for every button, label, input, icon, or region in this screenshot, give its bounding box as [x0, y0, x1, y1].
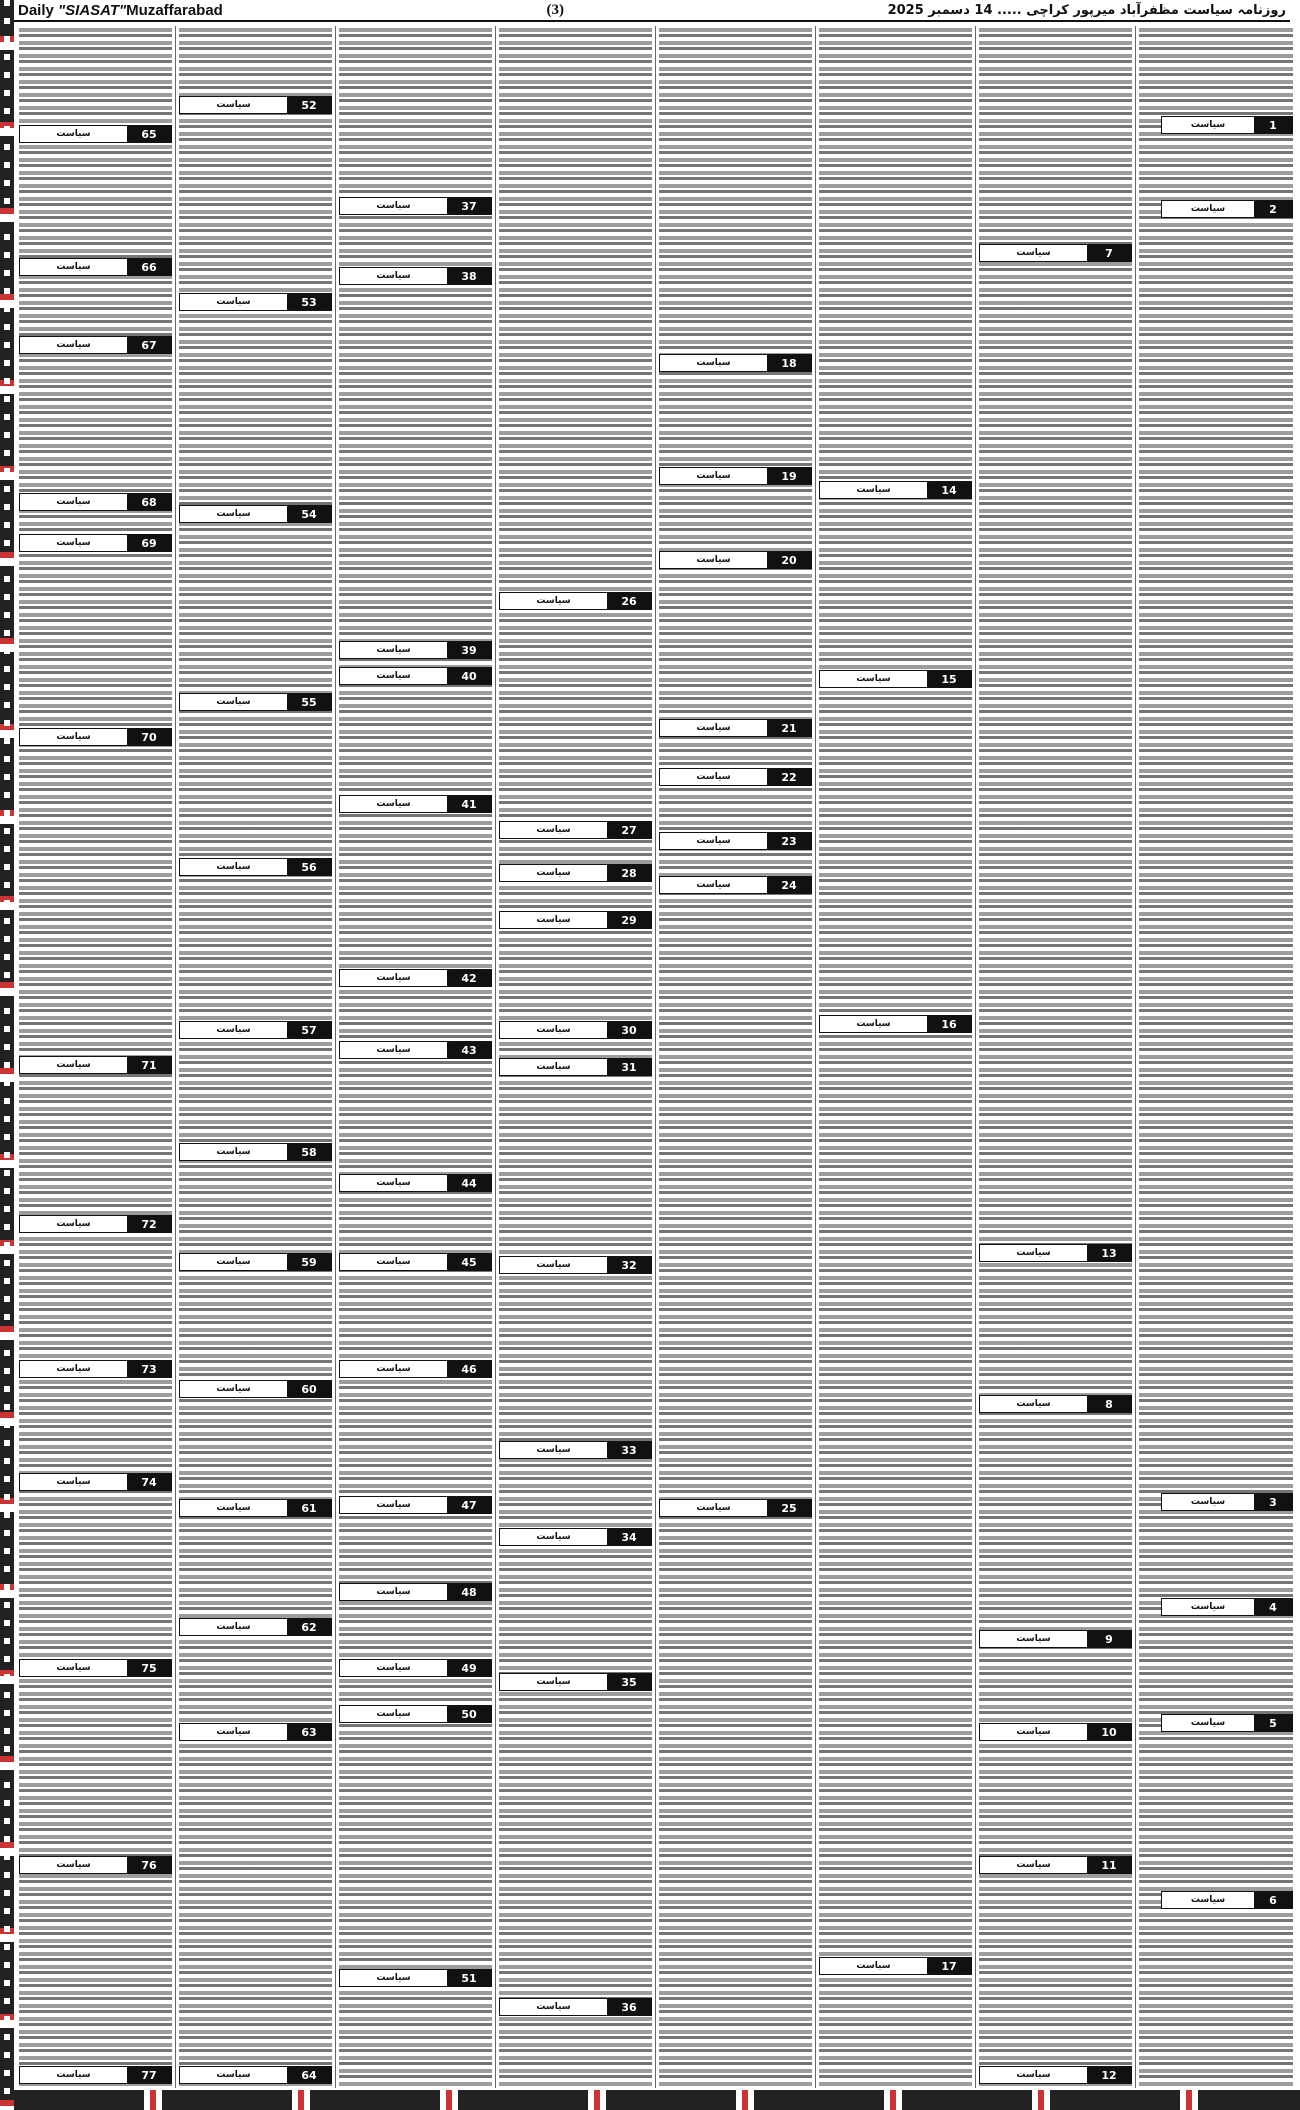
ad-label — [179, 1618, 332, 1636]
ad-label — [339, 1253, 492, 1271]
ad-label — [339, 1174, 492, 1192]
ad-brand-text: سیاست — [1190, 1602, 1226, 1612]
ad-label — [979, 1723, 1132, 1741]
masthead-city: Muzaffarabad — [126, 1, 223, 19]
ad-number: 40 — [447, 668, 491, 684]
column-1 — [16, 26, 176, 2088]
ad-label — [179, 293, 332, 311]
ad-label — [179, 1253, 332, 1271]
ad-brand-text: سیاست — [696, 772, 731, 782]
ad-number: 14 — [927, 482, 971, 498]
ad-number: 68 — [127, 494, 171, 510]
ad-number: 6 — [1254, 1892, 1292, 1908]
column-text — [179, 26, 332, 2088]
ad-number: 25 — [767, 1500, 811, 1516]
ad-brand-text: سیاست — [536, 1677, 571, 1687]
column-6 — [816, 26, 976, 2088]
ad-brand-text: سیاست — [56, 1663, 91, 1673]
ad-number: 38 — [447, 268, 491, 284]
ad-label — [19, 1856, 172, 1874]
ad-brand-text: سیاست — [376, 799, 411, 809]
ad-brand-text: سیاست — [1016, 1248, 1051, 1258]
ad-brand-text: سیاست — [376, 973, 411, 983]
ad-brand-text: سیاست — [1016, 1634, 1051, 1644]
ad-label — [499, 1441, 652, 1459]
ad-brand-text: سیاست — [1190, 120, 1226, 130]
ad-number: 54 — [287, 506, 331, 522]
ad-label — [179, 2066, 332, 2084]
ad-label — [499, 1528, 652, 1546]
ad-brand-text: سیاست — [56, 1477, 91, 1487]
ad-label — [19, 2066, 172, 2084]
ad-brand-text: سیاست — [376, 1364, 411, 1374]
ad-label — [339, 1659, 492, 1677]
ad-number: 31 — [607, 1059, 651, 1075]
ad-label — [499, 1256, 652, 1274]
ad-label — [179, 505, 332, 523]
ad-brand-text: سیاست — [56, 732, 91, 742]
column-text — [979, 26, 1132, 2088]
ad-brand-text: سیاست — [376, 1587, 411, 1597]
ad-brand-text: سیاست — [56, 1364, 91, 1374]
ad-number: 19 — [767, 468, 811, 484]
column-5 — [656, 26, 816, 2088]
column-3 — [336, 26, 496, 2088]
ad-brand-text: سیاست — [856, 1961, 891, 1971]
ad-brand-text: سیاست — [376, 671, 411, 681]
ad-number: 35 — [607, 1674, 651, 1690]
ad-label — [1161, 1493, 1293, 1511]
ad-label — [499, 911, 652, 929]
ad-label — [819, 1957, 972, 1975]
ad-brand-text: سیاست — [56, 262, 91, 272]
masthead-dateline: روزنامہ سیاست مظفرآباد میرپور کراچی ..... 14 دسمبر 2025 — [887, 2, 1286, 18]
ad-number: 62 — [287, 1619, 331, 1635]
ad-brand-text: سیاست — [696, 471, 731, 481]
ad-brand-text: سیاست — [216, 1384, 251, 1394]
ad-brand-text: سیاست — [1016, 1860, 1051, 1870]
ad-brand-text: سیاست — [56, 2070, 91, 2080]
column-8 — [1136, 26, 1296, 2088]
ad-number: 29 — [607, 912, 651, 928]
ad-brand-text: سیاست — [376, 645, 411, 655]
ad-label — [179, 1723, 332, 1741]
ad-label — [179, 693, 332, 711]
ad-number: 7 — [1087, 245, 1131, 261]
ad-label — [339, 641, 492, 659]
ad-brand-text: سیاست — [696, 836, 731, 846]
ad-number: 65 — [127, 126, 171, 142]
ad-number: 64 — [287, 2067, 331, 2083]
ad-label — [1161, 1891, 1293, 1909]
ad-number: 49 — [447, 1660, 491, 1676]
ad-brand-text: سیاست — [1016, 1399, 1051, 1409]
masthead-name: "SIASAT" — [58, 1, 127, 19]
ad-brand-text: سیاست — [56, 497, 91, 507]
ad-brand-text: سیاست — [696, 555, 731, 565]
ad-number: 52 — [287, 97, 331, 113]
left-decorative-border — [0, 0, 14, 2110]
ad-number: 32 — [607, 1257, 651, 1273]
ad-label — [179, 858, 332, 876]
ad-brand-text: سیاست — [56, 340, 91, 350]
ad-number: 36 — [607, 1999, 651, 2015]
ad-brand-text: سیاست — [216, 1147, 251, 1157]
ad-label — [979, 244, 1132, 262]
ad-label — [979, 2066, 1132, 2084]
ad-brand-text: سیاست — [56, 538, 91, 548]
ad-label — [339, 969, 492, 987]
ad-brand-text: سیاست — [536, 825, 571, 835]
ad-number: 60 — [287, 1381, 331, 1397]
ad-number: 13 — [1087, 1245, 1131, 1261]
ad-label — [19, 1659, 172, 1677]
ad-brand-text: سیاست — [376, 1500, 411, 1510]
ad-number: 24 — [767, 877, 811, 893]
ad-number: 51 — [447, 1970, 491, 1986]
ad-brand-text: سیاست — [536, 915, 571, 925]
ad-brand-text: سیاست — [216, 100, 251, 110]
ad-number: 57 — [287, 1022, 331, 1038]
column-text — [499, 26, 652, 2088]
ad-number: 26 — [607, 593, 651, 609]
ad-number: 41 — [447, 796, 491, 812]
ad-brand-text: سیاست — [696, 880, 731, 890]
ad-label — [19, 1360, 172, 1378]
ad-brand-text: سیاست — [216, 697, 251, 707]
ad-brand-text: سیاست — [376, 201, 411, 211]
ad-number: 30 — [607, 1022, 651, 1038]
ad-brand-text: سیاست — [696, 1503, 731, 1513]
ad-number: 12 — [1087, 2067, 1131, 2083]
ad-number: 50 — [447, 1706, 491, 1722]
ad-number: 16 — [927, 1016, 971, 1032]
ad-label — [179, 1499, 332, 1517]
column-text — [659, 26, 812, 2088]
ad-label — [659, 832, 812, 850]
ad-label — [499, 1021, 652, 1039]
ad-label — [659, 551, 812, 569]
ad-brand-text: سیاست — [216, 297, 251, 307]
ad-label — [659, 354, 812, 372]
ad-label — [659, 768, 812, 786]
ad-number: 15 — [927, 671, 971, 687]
masthead-paper-name — [18, 2, 223, 19]
ad-label — [1161, 116, 1293, 134]
ad-number: 21 — [767, 720, 811, 736]
ad-number: 58 — [287, 1144, 331, 1160]
ad-label — [19, 534, 172, 552]
ad-number: 17 — [927, 1958, 971, 1974]
ad-label — [179, 1143, 332, 1161]
ad-brand-text: سیاست — [216, 509, 251, 519]
ad-brand-text: سیاست — [536, 596, 571, 606]
ad-brand-text: سیاست — [56, 1219, 91, 1229]
ad-label — [339, 197, 492, 215]
ad-number: 63 — [287, 1724, 331, 1740]
ad-brand-text: سیاست — [856, 485, 891, 495]
masthead — [14, 0, 1290, 22]
ad-number: 74 — [127, 1474, 171, 1490]
ad-label — [1161, 1714, 1293, 1732]
ad-brand-text: سیاست — [216, 862, 251, 872]
ad-brand-text: سیاست — [216, 1727, 251, 1737]
ad-label — [339, 1969, 492, 1987]
ad-label — [1161, 1598, 1293, 1616]
ad-label — [499, 592, 652, 610]
ad-label — [179, 1021, 332, 1039]
ad-number: 18 — [767, 355, 811, 371]
ad-brand-text: سیاست — [536, 2002, 571, 2012]
ad-number: 69 — [127, 535, 171, 551]
ad-brand-text: سیاست — [56, 1060, 91, 1070]
ad-brand-text: سیاست — [536, 1025, 571, 1035]
column-text — [1139, 26, 1293, 2088]
ad-label — [339, 667, 492, 685]
ad-number: 1 — [1254, 117, 1292, 133]
masthead-prefix: Daily — [18, 1, 54, 19]
ad-number: 66 — [127, 259, 171, 275]
ad-number: 27 — [607, 822, 651, 838]
ad-label — [979, 1856, 1132, 1874]
ad-brand-text: سیاست — [536, 1445, 571, 1455]
ad-brand-text: سیاست — [696, 358, 731, 368]
ad-label — [659, 467, 812, 485]
ad-number: 43 — [447, 1042, 491, 1058]
ad-number: 20 — [767, 552, 811, 568]
ad-number: 34 — [607, 1529, 651, 1545]
ad-number: 8 — [1087, 1396, 1131, 1412]
column-7 — [976, 26, 1136, 2088]
ad-label — [819, 1015, 972, 1033]
ad-number: 55 — [287, 694, 331, 710]
ad-label — [19, 728, 172, 746]
ad-brand-text: سیاست — [376, 1178, 411, 1188]
ad-label — [339, 1583, 492, 1601]
ad-number: 70 — [127, 729, 171, 745]
ad-label — [659, 876, 812, 894]
ad-label — [499, 821, 652, 839]
ad-brand-text: سیاست — [216, 1025, 251, 1035]
ad-number: 33 — [607, 1442, 651, 1458]
ad-brand-text: سیاست — [376, 1973, 411, 1983]
ad-number: 76 — [127, 1857, 171, 1873]
ad-brand-text: سیاست — [376, 1663, 411, 1673]
ad-brand-text: سیاست — [376, 1257, 411, 1267]
ad-brand-text: سیاست — [216, 2070, 251, 2080]
ad-number: 67 — [127, 337, 171, 353]
ad-brand-text: سیاست — [536, 1062, 571, 1072]
ad-number: 47 — [447, 1497, 491, 1513]
ad-number: 48 — [447, 1584, 491, 1600]
ad-label — [499, 864, 652, 882]
ad-label — [339, 1360, 492, 1378]
ad-number: 59 — [287, 1254, 331, 1270]
ad-number: 37 — [447, 198, 491, 214]
ad-label — [19, 258, 172, 276]
page-number: (3) — [546, 1, 564, 18]
ad-brand-text: سیاست — [856, 1019, 891, 1029]
ad-brand-text: سیاست — [376, 271, 411, 281]
ad-label — [19, 1056, 172, 1074]
ad-label — [499, 1998, 652, 2016]
ad-brand-text: سیاست — [1190, 204, 1226, 214]
ad-brand-text: سیاست — [56, 129, 91, 139]
ad-brand-text: سیاست — [376, 1709, 411, 1719]
newspaper-columns — [16, 26, 1296, 2088]
ad-brand-text: سیاست — [216, 1503, 251, 1513]
ad-number: 11 — [1087, 1857, 1131, 1873]
ad-label — [339, 1705, 492, 1723]
ad-number: 75 — [127, 1660, 171, 1676]
ad-label — [819, 670, 972, 688]
ad-number: 39 — [447, 642, 491, 658]
ad-number: 9 — [1087, 1631, 1131, 1647]
ad-number: 44 — [447, 1175, 491, 1191]
ad-label — [979, 1395, 1132, 1413]
ad-label — [339, 1496, 492, 1514]
ad-label — [19, 1473, 172, 1491]
ad-number: 53 — [287, 294, 331, 310]
ad-brand-text: سیاست — [696, 723, 731, 733]
column-2 — [176, 26, 336, 2088]
ad-label — [339, 267, 492, 285]
ad-brand-text: سیاست — [1016, 1727, 1051, 1737]
ad-number: 71 — [127, 1057, 171, 1073]
ad-brand-text: سیاست — [536, 1532, 571, 1542]
ad-label — [19, 125, 172, 143]
ad-number: 56 — [287, 859, 331, 875]
ad-brand-text: سیاست — [1190, 1718, 1226, 1728]
ad-brand-text: سیاست — [1016, 248, 1051, 258]
ad-brand-text: سیاست — [536, 868, 571, 878]
ad-number: 5 — [1254, 1715, 1292, 1731]
ad-label — [339, 1041, 492, 1059]
ad-label — [979, 1630, 1132, 1648]
ad-number: 61 — [287, 1500, 331, 1516]
column-4 — [496, 26, 656, 2088]
ad-brand-text: سیاست — [1016, 2070, 1051, 2080]
ad-label — [979, 1244, 1132, 1262]
ad-number: 42 — [447, 970, 491, 986]
ad-number: 3 — [1254, 1494, 1292, 1510]
ad-brand-text: سیاست — [536, 1260, 571, 1270]
ad-number: 28 — [607, 865, 651, 881]
ad-brand-text: سیاست — [1190, 1895, 1226, 1905]
column-text — [819, 26, 972, 2088]
ad-label — [19, 336, 172, 354]
ad-label — [659, 719, 812, 737]
ad-brand-text: سیاست — [216, 1622, 251, 1632]
ad-number: 46 — [447, 1361, 491, 1377]
ad-label — [499, 1058, 652, 1076]
ad-label — [179, 96, 332, 114]
ad-brand-text: سیاست — [376, 1045, 411, 1055]
ad-label — [339, 795, 492, 813]
ad-number: 22 — [767, 769, 811, 785]
ad-number: 73 — [127, 1361, 171, 1377]
ad-number: 2 — [1254, 201, 1292, 217]
ad-number: 72 — [127, 1216, 171, 1232]
ad-label — [179, 1380, 332, 1398]
ad-brand-text: سیاست — [856, 674, 891, 684]
ad-number: 45 — [447, 1254, 491, 1270]
ad-brand-text: سیاست — [216, 1257, 251, 1267]
ad-label — [499, 1673, 652, 1691]
ad-number: 10 — [1087, 1724, 1131, 1740]
footer-decorative-band — [14, 2090, 1300, 2110]
ad-label — [19, 1215, 172, 1233]
ad-number: 4 — [1254, 1599, 1292, 1615]
ad-label — [19, 493, 172, 511]
ad-label — [1161, 200, 1293, 218]
ad-brand-text: سیاست — [56, 1860, 91, 1870]
ad-label — [819, 481, 972, 499]
ad-number: 23 — [767, 833, 811, 849]
ad-brand-text: سیاست — [1190, 1497, 1226, 1507]
ad-number: 77 — [127, 2067, 171, 2083]
ad-label — [659, 1499, 812, 1517]
